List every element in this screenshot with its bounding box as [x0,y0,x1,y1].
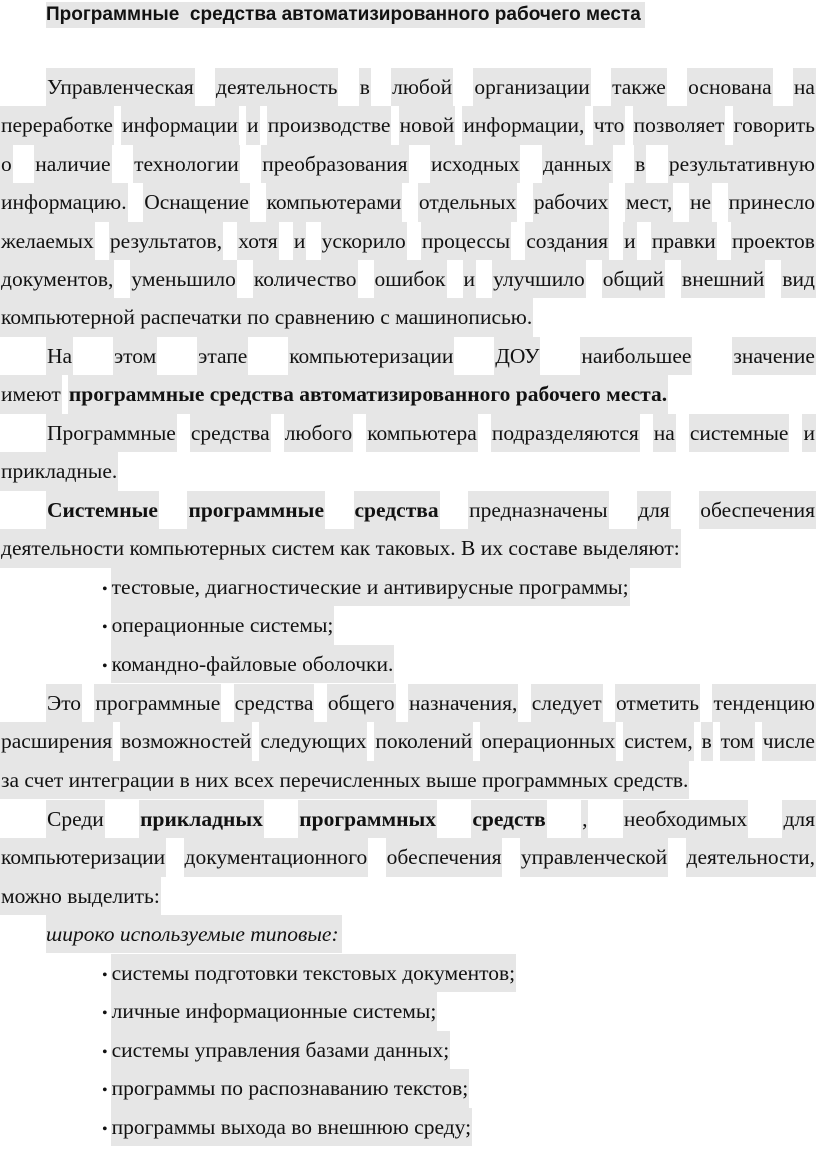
word: преобразования [261,145,408,183]
word: на [793,68,816,106]
word: производстве [267,106,392,144]
word: для [637,491,671,529]
word: информации, [462,106,585,144]
word: о [0,145,13,183]
word: и [246,106,260,144]
word: деятельности компьютерных систем как таковых. В их составе выделяют: [0,529,681,567]
word: также [611,68,667,106]
word: компьютерной распечатки по сравнению с машинописью. [0,298,533,336]
word: позволяет [633,106,726,144]
word: назначения, [408,684,518,722]
word: Программные [46,414,177,452]
paragraph-applied-software [0,800,816,915]
text-line [0,491,816,529]
word: системные [689,414,790,452]
word: компьютеризации [288,337,454,375]
word: расширения [0,722,113,760]
text-line [0,838,816,876]
word: в [701,722,713,760]
word: наибольшее [580,337,692,375]
bullet-icon: • [102,581,108,598]
word: и [293,222,307,260]
word: систем, [623,722,694,760]
word: компьютера [366,414,478,452]
word: хотя [237,222,278,260]
list-item [102,606,630,644]
word: обеспечения [699,491,816,529]
word: необходимых [623,800,748,838]
list-item [102,1108,516,1146]
word: для [782,800,816,838]
word: переработке [0,106,114,144]
word: процессы [421,222,511,260]
list-item [102,954,516,992]
word: деятельности, [686,838,816,876]
bold-word: программные [187,491,325,529]
word: числе [762,722,816,760]
text-line [0,298,816,336]
word: ДОУ [494,337,540,375]
word: том [720,722,755,760]
word: основана [687,68,773,106]
bold-word: программных [298,800,437,838]
word: результатов, [109,222,223,260]
word: результативную [668,145,816,183]
list-item-text: программы выхода во внешнюю среду; [111,1108,473,1146]
word: имеют [0,375,62,413]
word: прикладные. [0,452,118,490]
word: следует [531,684,603,722]
word: Среди [46,800,105,838]
list-item-text: командно-файловые оболочки. [111,645,395,683]
word: любой [391,68,453,106]
word: организации [473,68,590,106]
word: желаемых [0,222,95,260]
bold-word: средств [471,800,546,838]
bold-word: прикладных [139,800,264,838]
document-title: Программные средства автоматизированного рабочего места [46,2,645,28]
word: следующих [259,722,367,760]
bullet-icon: • [102,1005,108,1023]
bullet-icon: • [102,967,108,984]
bullet-icon: • [102,1120,108,1138]
word: принесло [728,183,816,221]
list-item [102,568,630,606]
text-line [0,452,816,490]
bullet-icon: • [102,657,108,675]
paragraph-general-purpose [0,684,816,799]
text-line [0,106,816,144]
word: на [653,414,676,452]
word: и [802,414,816,452]
text-line [0,222,816,260]
word: говорить [733,106,816,144]
word: проектов [731,222,816,260]
word: исходных [430,145,520,183]
word: рабочих [533,183,610,221]
word: отдельных [418,183,517,221]
word: улучшило [492,260,586,298]
text-line [0,800,816,838]
text-line [0,761,816,799]
text-line [0,684,816,722]
word: компьютерами [266,183,403,221]
bullet-icon: • [102,1082,108,1100]
word: отметить [615,684,700,722]
text-line [0,260,816,298]
list-item-text: системы подготовки текстовых документов; [111,954,517,992]
paragraph-software-types [0,414,816,491]
word: внешний [681,260,765,298]
word: Это [46,684,82,722]
system-software-list [102,568,630,683]
word: тенденцию [712,684,816,722]
word: компьютеризации [0,838,166,876]
word: информации [121,106,239,144]
word: поколений [374,722,473,760]
paragraph-management [0,68,816,337]
list-item-text: программы по распознаванию текстов; [111,1069,470,1107]
bold-word: Системные [46,491,159,529]
bold-word: средства [354,491,440,529]
word: управленческой [520,838,668,876]
word: документов, [0,260,114,298]
word: правки [651,222,717,260]
word: любого [284,414,354,452]
word: документационного [184,838,369,876]
text-line [0,877,816,915]
word: данных [542,145,613,183]
word: значение [732,337,816,375]
word: информацию. [0,183,128,221]
word: вид [781,260,816,298]
word: , [581,800,588,838]
word: ускорило [321,222,407,260]
bold-phrase: программные средства автоматизированного рабочего места. [68,375,668,413]
word: наличие [34,145,111,183]
paragraph-arm-importance [0,337,816,414]
word: технологии [133,145,240,183]
applied-software-list [102,954,516,1146]
applied-subhead: широко используемые типовые: [46,915,342,953]
word: возможностей [120,722,252,760]
word: средства [190,414,271,452]
list-item [102,992,516,1030]
word: в [634,145,646,183]
word: можно выделить: [0,877,161,915]
word: средства [234,684,315,722]
list-item-text: личные информационные системы; [111,992,438,1030]
text-line [0,68,816,106]
word: новой [399,106,456,144]
bullet-icon: • [102,1043,108,1061]
word: что [593,106,626,144]
text-line [0,375,816,413]
word: этом [113,337,157,375]
word: операционных [480,722,616,760]
list-item-text: системы управления базами данных; [111,1031,451,1069]
word: за счет интеграции в них всех перечисленных выше программных средств. [0,761,689,799]
list-item [102,645,630,683]
word: Оснащение [143,183,250,221]
word: подразделяются [491,414,640,452]
word: и [623,222,637,260]
word: обеспечения [386,838,503,876]
list-item-text: тестовые, диагностические и антивирусные программы; [111,568,630,606]
bullet-icon: • [102,619,108,637]
text-line [0,414,816,452]
word: программные [94,684,221,722]
text-line [0,145,816,183]
word: На [46,337,73,375]
word: мест, [625,183,673,221]
list-item [102,1069,516,1107]
paragraph-system-software [0,491,816,568]
list-item [102,1031,516,1069]
text-line [0,722,816,760]
word: количество [253,260,358,298]
word: общий [602,260,665,298]
text-line [0,183,816,221]
word: предназначены [468,491,609,529]
text-line [0,529,816,567]
word: и [463,260,477,298]
word: общего [327,684,396,722]
word: в [359,68,371,106]
word: не [689,183,712,221]
word: ошибок [374,260,447,298]
word: этапе [197,337,248,375]
word: уменьшило [130,260,236,298]
word: Управленческая [46,68,195,106]
text-line [0,337,816,375]
list-item-text: операционные системы; [111,606,335,644]
word: деятельность [215,68,338,106]
word: создания [525,222,609,260]
